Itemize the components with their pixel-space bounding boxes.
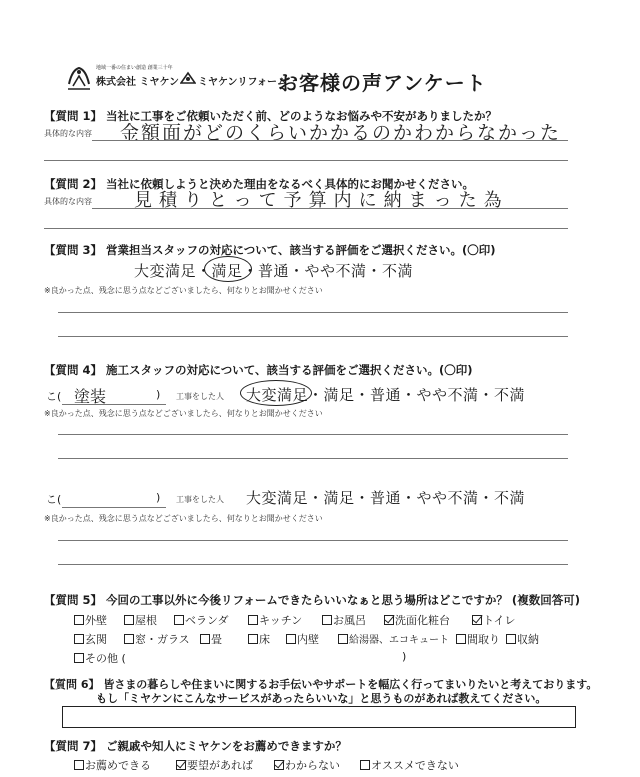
q2-answer[interactable]: 見積りとって予算内に納まった為 (134, 190, 509, 211)
q6-answer-box[interactable] (62, 706, 576, 728)
q5-option-bath[interactable]: お風呂 (322, 612, 366, 628)
checkbox-icon[interactable] (360, 760, 370, 770)
checkbox-icon[interactable] (124, 615, 134, 625)
q5-option-entrance[interactable]: 玄関 (74, 631, 107, 647)
q4-entry2-prefix: こ( (46, 493, 62, 506)
checkbox-icon[interactable] (74, 615, 84, 625)
checkbox-checked-icon[interactable] (384, 615, 394, 625)
q3-comment-line-2 (58, 336, 568, 337)
q5-option-window-glass[interactable]: 窓・ガラス (124, 631, 190, 647)
q1-answer[interactable]: 金額面がどのくらいかかるのかわからなかった (120, 122, 562, 144)
checkbox-icon[interactable] (456, 634, 466, 644)
checkbox-checked-icon[interactable] (274, 760, 284, 770)
q5-option-storage[interactable]: 収納 (506, 631, 539, 647)
q4-entry1-prefix: こ( (46, 390, 62, 403)
checkbox-icon[interactable] (338, 634, 348, 644)
page-title: お客様の声アンケート (278, 71, 487, 95)
reform-logo-icon (180, 71, 196, 85)
q2-detail-label: 具体的な内容 (44, 197, 92, 206)
q5-option-kitchen[interactable]: キッチン (248, 612, 302, 628)
q4-question: 【質問 4】 施工スタッフの対応について、該当する評価をご選択ください。(〇印) (44, 363, 473, 377)
q4-entry2-comment-line-2 (58, 564, 568, 565)
q5-option-interior-wall[interactable]: 内壁 (286, 631, 319, 647)
checkbox-icon[interactable] (286, 634, 296, 644)
checkbox-icon[interactable] (248, 615, 258, 625)
checkbox-icon[interactable] (174, 615, 184, 625)
company-name: 株式会社 ミヤケン (96, 77, 179, 88)
checkbox-icon[interactable] (322, 615, 332, 625)
q4-entry1-suffix: ) (156, 388, 161, 401)
q5-option-toilet[interactable]: トイレ (472, 612, 515, 628)
q1-answer-line (92, 140, 568, 141)
q2-answer-line (92, 208, 568, 209)
q3-comment-label: ※良かった点、残念に思う点などございましたら、何なりとお聞かせください (44, 286, 323, 295)
q2-question: 【質問 2】 当社に依頼しようと決めた理由をなるべく具体的にお聞かせください。 (44, 177, 475, 191)
checkbox-icon[interactable] (506, 634, 516, 644)
q4-entry2-trade-line (62, 507, 166, 508)
q5-question: 【質問 5】 今回の工事以外に今後リフォームできたらいいなぁと思う場所はどこですか？ (複数回答可) (44, 593, 580, 607)
checkbox-icon[interactable] (124, 634, 134, 644)
q5-option-roof[interactable]: 屋根 (124, 612, 157, 628)
q5-option-floor[interactable]: 床 (248, 631, 270, 647)
q7-question: 【質問 7】 ご親戚や知人にミヤケンをお薦めできますか？ (44, 739, 347, 753)
q1-question: 【質問 1】 当社に工事をご依頼いただく前、どのようなお悩みや不安がありましたか？ (44, 109, 498, 123)
checkbox-icon[interactable] (200, 634, 210, 644)
q7-option-recommend[interactable]: お薦めできる (74, 757, 151, 773)
q3-comment-line-1 (58, 312, 568, 313)
q5-option-vanity[interactable]: 洗面化粧台 (384, 612, 450, 628)
q4-entry1-comment-line-1 (58, 434, 568, 435)
q5-option-water-heater[interactable]: 給湯器、エコキュート (338, 631, 449, 646)
q7-option-cannot-recommend[interactable]: オススメできない (360, 757, 459, 773)
q3-selected-circle (204, 256, 252, 282)
q5-option-floor-plan[interactable]: 間取り (456, 631, 500, 647)
q7-option-if-requested[interactable]: 要望があれば (176, 757, 253, 773)
q4-entry2-suffix: ) (156, 491, 161, 504)
company-tagline: 地域一番の住まい創造 創業三十年 (96, 65, 173, 71)
q4-entry2-rating-choices[interactable]: 大変満足・満足・普通・やや不満・不満 (246, 489, 526, 507)
checkbox-checked-icon[interactable] (472, 615, 482, 625)
checkbox-icon[interactable] (74, 653, 84, 663)
q4-entry2-comment-line-1 (58, 540, 568, 541)
header (66, 64, 486, 94)
q4-entry2-work-label: 工事をした人 (176, 495, 224, 504)
reform-name: ミヤケンリフォーム (198, 77, 287, 88)
q5-option-other[interactable]: その他 ( (74, 650, 126, 666)
q3-question: 【質問 3】 営業担当スタッフの対応について、該当する評価をご選択ください。(〇印) (44, 243, 496, 257)
q5-other-close: ) (402, 650, 407, 663)
checkbox-checked-icon[interactable] (176, 760, 186, 770)
q4-entry1-trade-line (62, 404, 166, 405)
q7-option-dont-know[interactable]: わからない (274, 757, 340, 773)
q1-answer-line-2 (44, 160, 568, 161)
q6-question: 【質問 6】 皆さまの暮らしや住まいに関するお手伝いやサポートを幅広く行ってまいりたいと考えております。 (44, 678, 598, 691)
q4-entry1-trade[interactable]: 塗装 (74, 387, 107, 406)
q4-entry1-work-label: 工事をした人 (176, 392, 224, 401)
q4-entry1-comment-label: ※良かった点、残念に思う点などございましたら、何なりとお聞かせください (44, 409, 323, 418)
q4-entry1-selected-circle (240, 380, 312, 406)
q4-entry1-comment-line-2 (58, 458, 568, 459)
q3-rating-choices[interactable]: 大変満足・満足・普通・やや不満・不満 (134, 262, 414, 280)
q6-question-line2: もし「ミヤケンにこんなサービスがあったらいいな」と思うものがあれば教えてください。 (96, 692, 547, 705)
checkbox-icon[interactable] (74, 760, 84, 770)
q5-option-tatami[interactable]: 畳 (200, 631, 222, 647)
q1-detail-label: 具体的な内容 (44, 129, 92, 138)
checkbox-icon[interactable] (248, 634, 258, 644)
q4-entry2-comment-label: ※良かった点、残念に思う点などございましたら、何なりとお聞かせください (44, 514, 323, 523)
q2-answer-line-2 (44, 228, 568, 229)
checkbox-icon[interactable] (74, 634, 84, 644)
miyaken-logo-icon (66, 64, 92, 92)
q4-entry1-rating-choices[interactable]: 大変満足・満足・普通・やや不満・不満 (246, 386, 526, 404)
q5-option-exterior-wall[interactable]: 外壁 (74, 612, 107, 628)
q5-option-veranda[interactable]: ベランダ (174, 612, 229, 628)
